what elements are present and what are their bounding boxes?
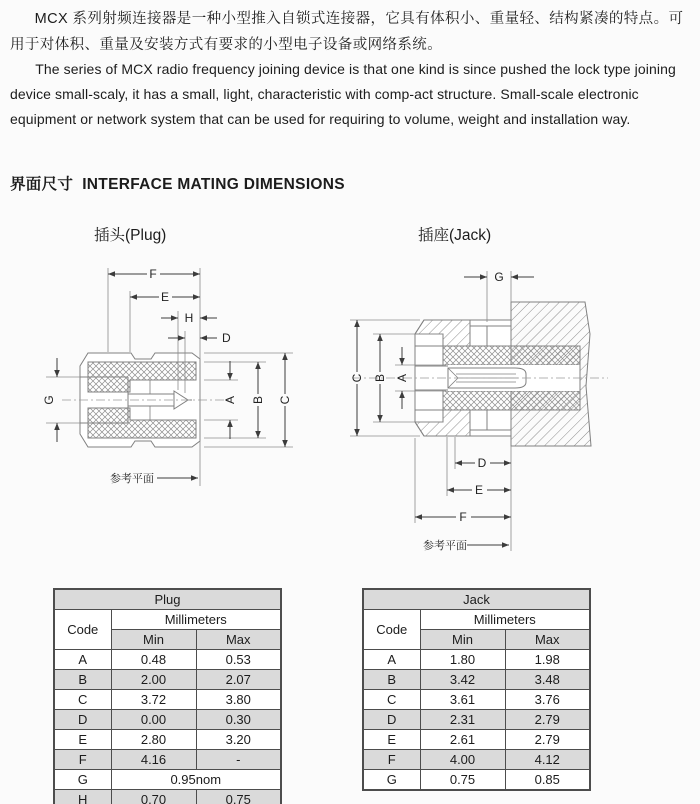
plug-dim-label-h: H bbox=[184, 311, 194, 325]
cell-min: 0.48 bbox=[111, 650, 196, 670]
cell-code: A bbox=[363, 650, 420, 670]
cell-code: H bbox=[54, 790, 111, 804]
cell-code: E bbox=[54, 730, 111, 750]
cell-max: 0.53 bbox=[196, 650, 281, 670]
jack-dimensions-table bbox=[362, 588, 591, 791]
cell-max: 3.48 bbox=[505, 670, 590, 690]
cell-min: 2.61 bbox=[420, 730, 505, 750]
cell-min: 2.31 bbox=[420, 710, 505, 730]
unit-header: Millimeters bbox=[111, 610, 281, 630]
cell-min: 2.00 bbox=[111, 670, 196, 690]
cell-max: 4.12 bbox=[505, 750, 590, 770]
cell-max: 3.76 bbox=[505, 690, 590, 710]
jack-dim-label-a: A bbox=[395, 373, 409, 383]
section-heading bbox=[10, 172, 345, 194]
jack-insulator-bottom bbox=[443, 391, 580, 410]
cell-code: C bbox=[363, 690, 420, 710]
table-row bbox=[54, 750, 281, 770]
table-title-row bbox=[363, 589, 590, 610]
jack-diagram bbox=[344, 266, 612, 558]
cell-max: 2.07 bbox=[196, 670, 281, 690]
cell-code: B bbox=[363, 670, 420, 690]
table-row bbox=[54, 770, 281, 790]
table-title: Plug bbox=[54, 589, 281, 610]
jack-ref-plane-label: 参考平面 bbox=[423, 540, 467, 552]
jack-dim-label-f: F bbox=[459, 510, 467, 524]
plug-diagram bbox=[40, 262, 300, 492]
table-row bbox=[54, 670, 281, 690]
jack-table-container bbox=[362, 588, 591, 791]
cell-max: 1.98 bbox=[505, 650, 590, 670]
table-title: Jack bbox=[363, 589, 590, 610]
cell-min: 0.00 bbox=[111, 710, 196, 730]
cell-max: 3.80 bbox=[196, 690, 281, 710]
table-row bbox=[363, 690, 590, 710]
max-header: Max bbox=[196, 630, 281, 650]
cell-max: 0.75 bbox=[196, 790, 281, 804]
jack-dim-label-b: B bbox=[373, 373, 387, 383]
table-row bbox=[363, 710, 590, 730]
jack-body bbox=[415, 302, 591, 446]
plug-dim-label-e: E bbox=[160, 290, 170, 304]
plug-dim-label-d: D bbox=[222, 331, 231, 345]
max-header: Max bbox=[505, 630, 590, 650]
table-row bbox=[363, 750, 590, 770]
jack-dim-label-c: C bbox=[350, 373, 364, 383]
cell-min: 3.42 bbox=[420, 670, 505, 690]
cell-min: 3.72 bbox=[111, 690, 196, 710]
table-row bbox=[54, 790, 281, 804]
cell-max: 0.30 bbox=[196, 710, 281, 730]
table-unit-row bbox=[54, 610, 281, 630]
cell-max: 2.79 bbox=[505, 710, 590, 730]
table-row bbox=[54, 710, 281, 730]
jack-insulator-top bbox=[443, 346, 580, 365]
section-heading-english: INTERFACE MATING DIMENSIONS bbox=[82, 176, 345, 193]
jack-figure-label: 插座(Jack) bbox=[418, 227, 492, 244]
min-header: Min bbox=[420, 630, 505, 650]
plug-dimensions-table bbox=[53, 588, 282, 804]
cell-code: D bbox=[363, 710, 420, 730]
table-title-row bbox=[54, 589, 281, 610]
jack-dim-label-e: E bbox=[474, 483, 484, 497]
table-row bbox=[54, 690, 281, 710]
unit-header: Millimeters bbox=[420, 610, 590, 630]
table-row bbox=[54, 650, 281, 670]
plug-dim-label-c: C bbox=[278, 395, 292, 405]
plug-dim-label-b: B bbox=[251, 395, 265, 405]
cell-code: E bbox=[363, 730, 420, 750]
plug-table-container bbox=[53, 588, 282, 804]
intro-paragraph-chinese: MCX 系列射频连接器是一种小型推入自锁式连接器，它具有体积小、重量轻、结构紧凑的特点。可用于对体积、重量及安装方式有要求的小型电子设备或网络系统。 bbox=[10, 11, 684, 53]
min-header: Min bbox=[111, 630, 196, 650]
cell-code: G bbox=[54, 770, 111, 790]
table-unit-row bbox=[363, 610, 590, 630]
section-heading-chinese: 界面尺寸 bbox=[10, 176, 74, 193]
plug-dim-label-g: G bbox=[42, 395, 56, 405]
code-header: Code bbox=[54, 610, 111, 650]
cell-min: 3.61 bbox=[420, 690, 505, 710]
plug-dim-label-f: F bbox=[149, 267, 157, 281]
cell-min: 4.16 bbox=[111, 750, 196, 770]
cell-code: B bbox=[54, 670, 111, 690]
cell-code: C bbox=[54, 690, 111, 710]
cell-max: - bbox=[196, 750, 281, 770]
cell-code: A bbox=[54, 650, 111, 670]
cell-code: F bbox=[363, 750, 420, 770]
cell-code: F bbox=[54, 750, 111, 770]
table-row bbox=[54, 730, 281, 750]
cell-min: 4.00 bbox=[420, 750, 505, 770]
table-row bbox=[363, 730, 590, 750]
cell-min: 2.80 bbox=[111, 730, 196, 750]
cell-min: 1.80 bbox=[420, 650, 505, 670]
plug-dim-label-a: A bbox=[223, 395, 237, 405]
plug-figure-label: 插头(Plug) bbox=[94, 227, 167, 244]
table-row bbox=[363, 770, 590, 791]
cell-code: D bbox=[54, 710, 111, 730]
cell-min: 0.75 bbox=[420, 770, 505, 791]
jack-dim-label-g: G bbox=[494, 270, 504, 284]
cell-max: 3.20 bbox=[196, 730, 281, 750]
cell-max: 0.85 bbox=[505, 770, 590, 791]
plug-ref-plane-label: 参考平面 bbox=[110, 473, 154, 485]
code-header: Code bbox=[363, 610, 420, 650]
table-row bbox=[363, 650, 590, 670]
cell-min: 0.70 bbox=[111, 790, 196, 804]
table-row bbox=[363, 670, 590, 690]
jack-dim-label-d: D bbox=[477, 456, 487, 470]
cell-value-span: 0.95nom bbox=[111, 770, 281, 790]
cell-code: G bbox=[363, 770, 420, 791]
cell-max: 2.79 bbox=[505, 730, 590, 750]
intro-paragraph-english: The series of MCX radio frequency joining device is that one kind is since pushed the lock type joining device small-scaly, it has a small, light, characteristic with comp-act structure. Small-scale electronic equipment or network system that can be used for requiring to volume, weight and installation way. bbox=[10, 61, 676, 127]
